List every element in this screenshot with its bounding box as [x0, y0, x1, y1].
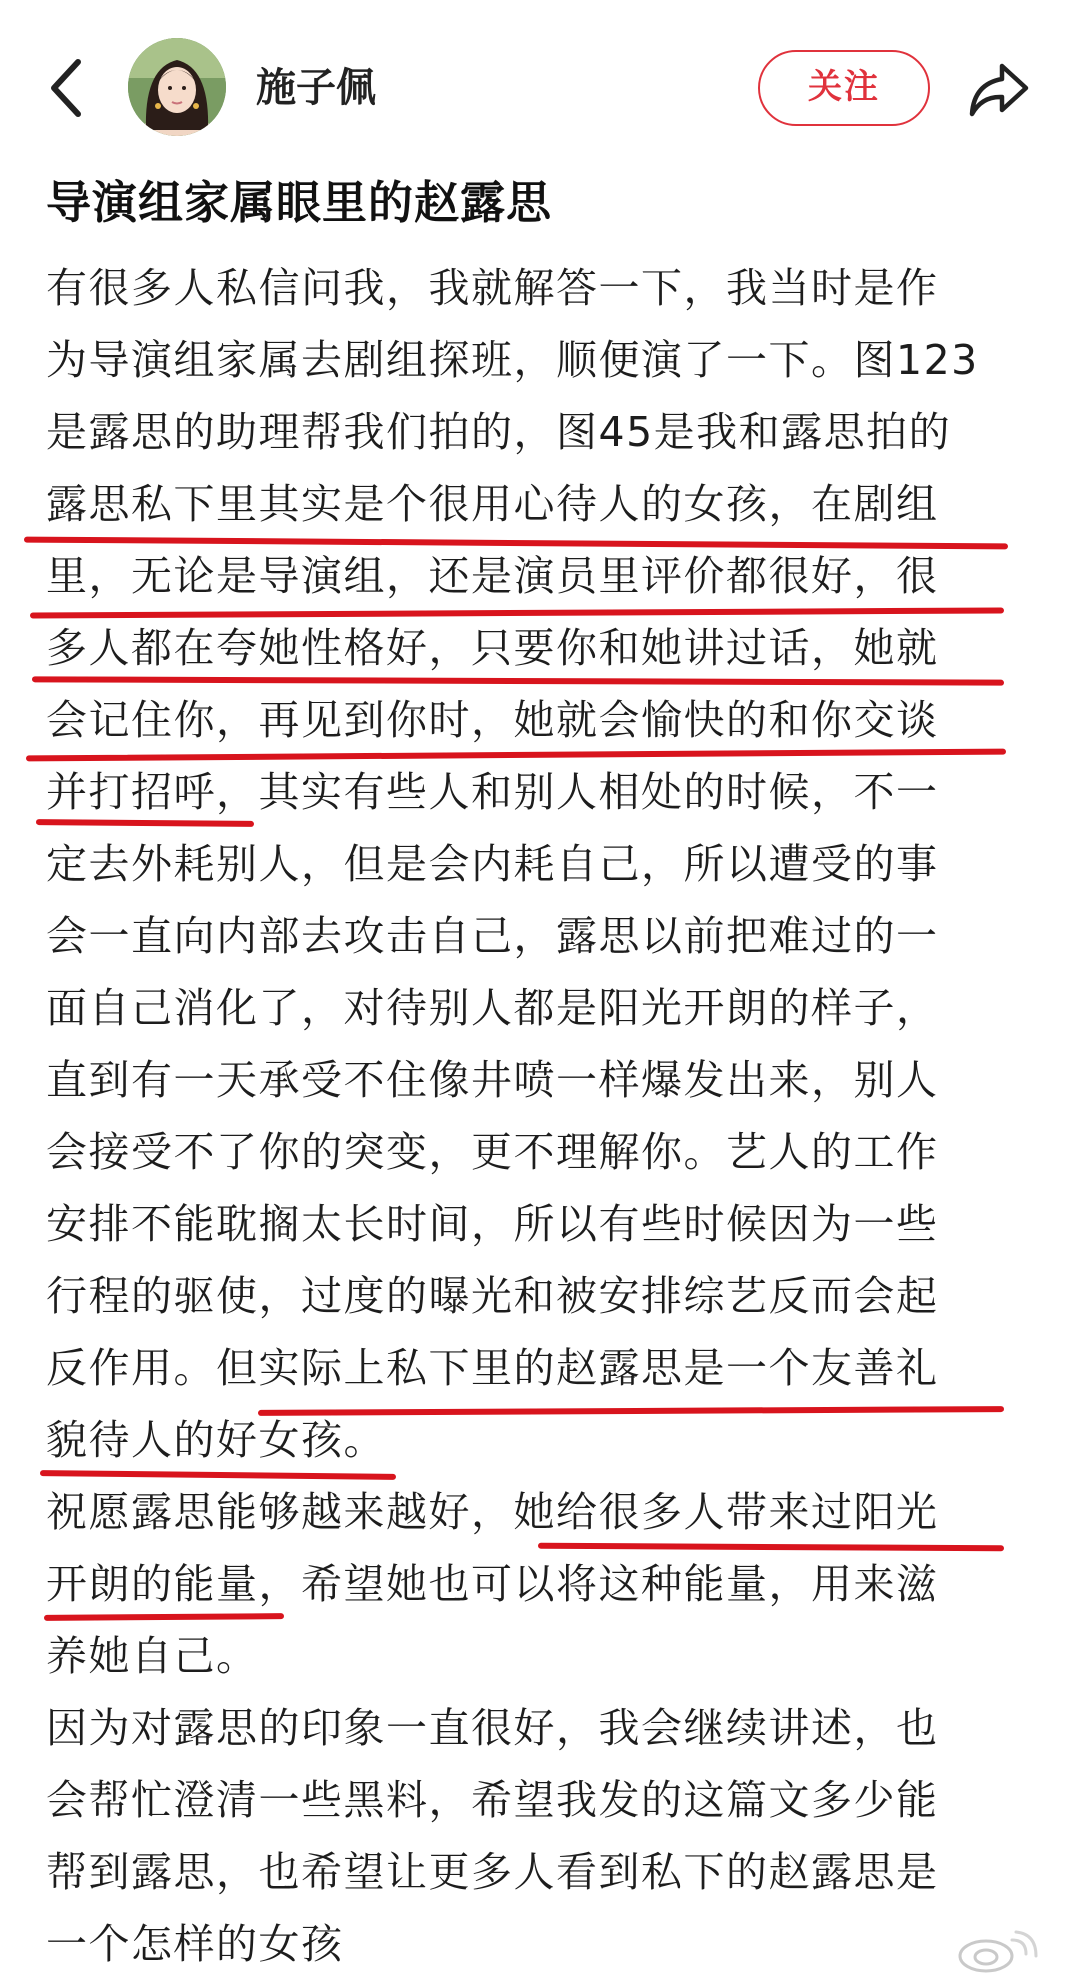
body-line: 直到有一天承受不住像井喷一样爆发出来，别人: [46, 1056, 939, 1104]
body-line: 露思私下里其实是个很用心待人的女孩，在剧组: [46, 480, 939, 528]
body-line: 会帮忙澄清一些黑料，希望我发的这篇文多少能: [46, 1776, 939, 1824]
chevron-left-icon[interactable]: [42, 56, 94, 120]
author-name[interactable]: 施子佩: [256, 65, 376, 111]
body-line: 并打招呼，其实有些人和别人相处的时候，不一: [46, 768, 939, 816]
avatar[interactable]: [128, 38, 226, 136]
body-line: 反作用。但实际上私下里的赵露思是一个友善礼: [46, 1344, 939, 1392]
body-line: 会接受不了你的突变，更不理解你。艺人的工作: [46, 1128, 939, 1176]
weibo-watermark-icon: [942, 1926, 1062, 1976]
body-line: 为导演组家属去剧组探班，顺便演了一下。图123: [46, 336, 979, 384]
avatar-photo: [128, 38, 226, 136]
body-line: 里，无论是导演组，还是演员里评价都很好，很: [46, 552, 939, 600]
body-line: 是露思的助理帮我们拍的，图45是我和露思拍的: [46, 408, 952, 456]
body-line: 安排不能耽搁太长时间，所以有些时候因为一些: [46, 1200, 939, 1248]
body-line: 祝愿露思能够越来越好，她给很多人带来过阳光: [46, 1488, 939, 1536]
body-line: 会记住你，再见到你时，她就会愉快的和你交谈: [46, 696, 939, 744]
body-line: 帮到露思，也希望让更多人看到私下的赵露思是: [46, 1848, 939, 1896]
body-line: 有很多人私信问我，我就解答一下，我当时是作: [46, 264, 939, 312]
body-line: 定去外耗别人，但是会内耗自己，所以遭受的事: [46, 840, 939, 888]
body-line: 因为对露思的印象一直很好，我会继续讲述，也: [46, 1704, 939, 1752]
body-line: 行程的驱使，过度的曝光和被安排综艺反而会起: [46, 1272, 939, 1320]
post-title: 导演组家属眼里的赵露思: [46, 176, 553, 229]
top-bar: [0, 0, 1080, 170]
body-line: 貌待人的好女孩。: [46, 1416, 386, 1464]
body-line: 多人都在夸她性格好，只要你和她讲过话，她就: [46, 624, 939, 672]
body-line: 面自己消化了，对待别人都是阳光开朗的样子，: [46, 984, 939, 1032]
body-line: 一个怎样的女孩: [46, 1920, 344, 1968]
body-line: 开朗的能量，希望她也可以将这种能量，用来滋: [46, 1560, 939, 1608]
body-line: 养她自己。: [46, 1632, 259, 1680]
post-body: [46, 252, 1046, 1980]
share-arrow-icon[interactable]: [966, 56, 1032, 122]
follow-button[interactable]: 关注: [758, 50, 930, 126]
body-line: 会一直向内部去攻击自己，露思以前把难过的一: [46, 912, 939, 960]
